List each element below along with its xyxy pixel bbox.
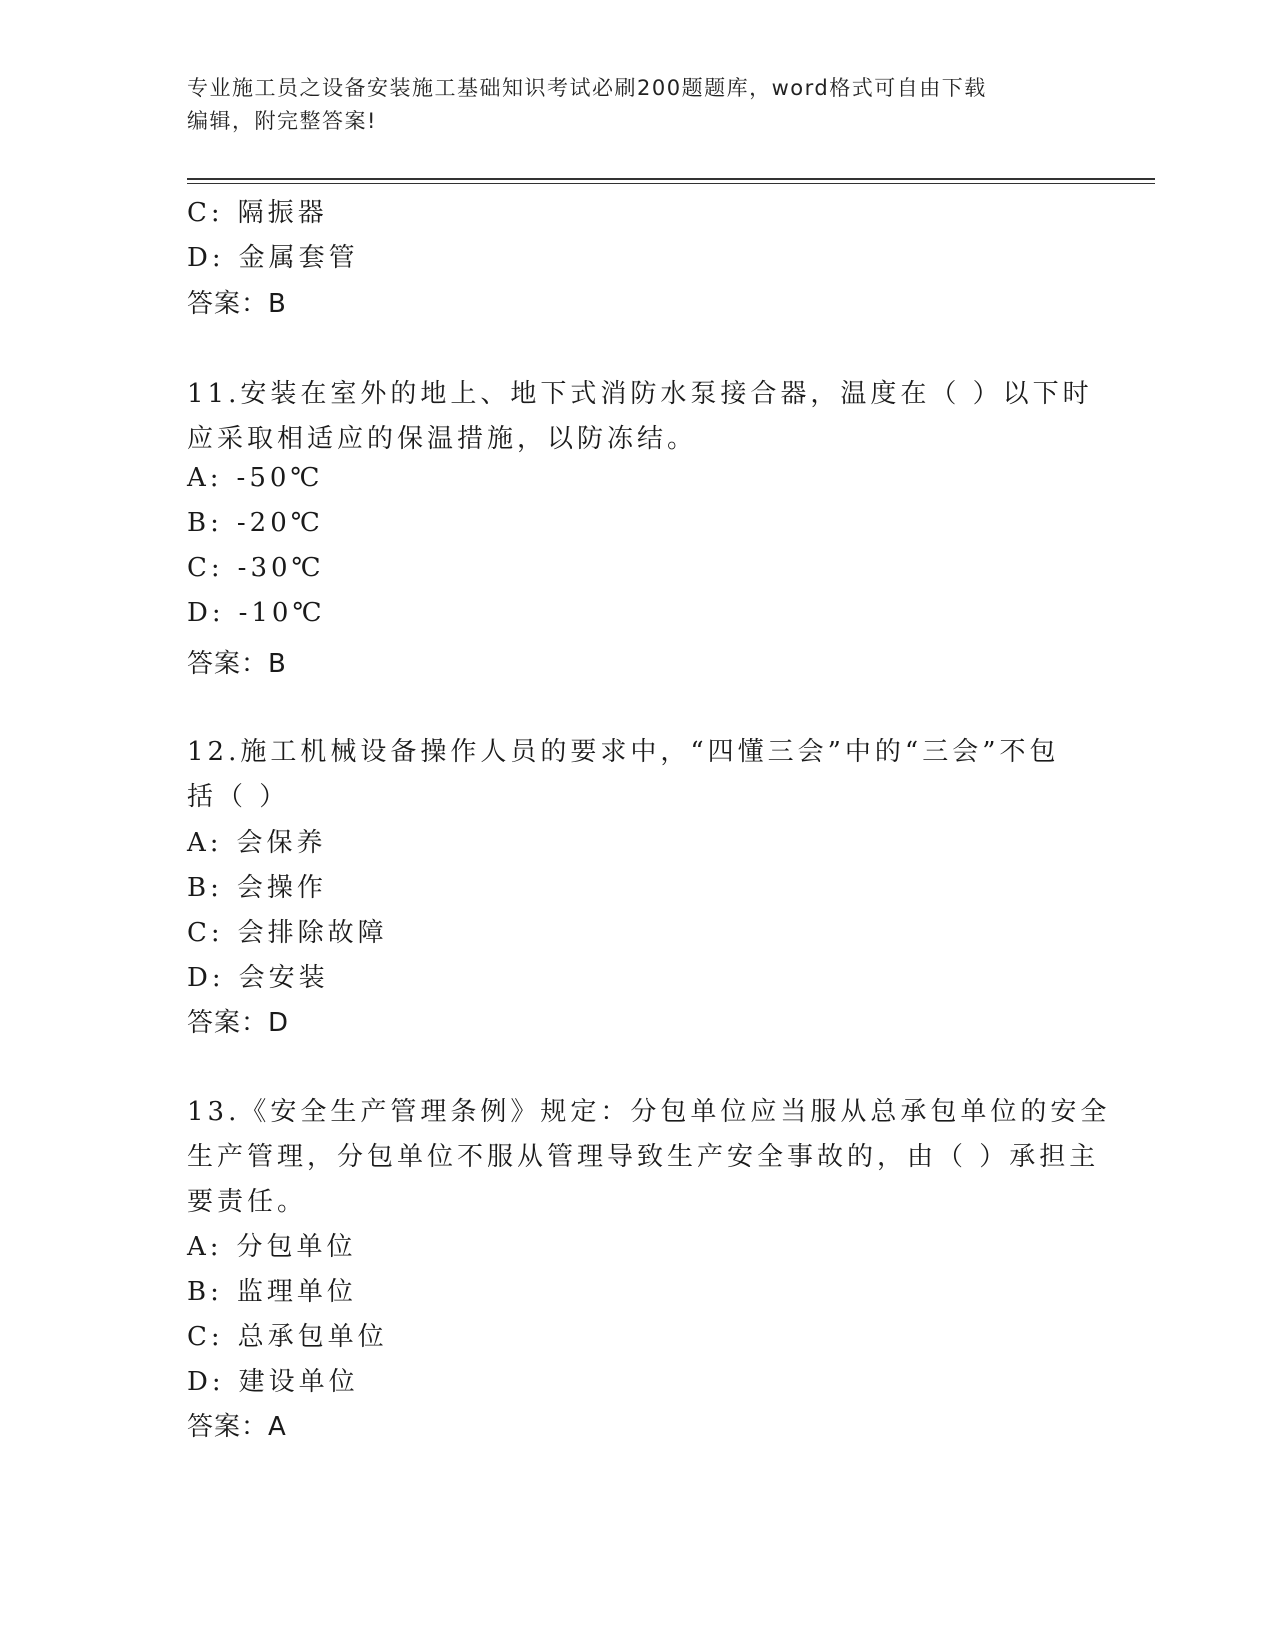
option-d: D: 建设单位 xyxy=(187,1367,359,1397)
answer: 答案：B xyxy=(187,289,287,319)
document-header xyxy=(187,72,1087,138)
option-a: A: 分包单位 xyxy=(187,1232,357,1262)
question-text: 生产管理，分包单位不服从管理导致生产安全事故的，由（ ）承担主 xyxy=(187,1142,1100,1172)
header-line: 专业施工员之设备安装施工基础知识考试必刷200题题库，word格式可自由下载 xyxy=(187,76,987,100)
option-b: B: -20℃ xyxy=(187,508,324,538)
option-b: B: 监理单位 xyxy=(187,1277,357,1307)
answer: 答案：D xyxy=(187,1008,290,1038)
question-text: 应采取相适应的保温措施，以防冻结。 xyxy=(187,424,698,454)
option-d: D: 金属套管 xyxy=(187,243,359,273)
answer: 答案：A xyxy=(187,1412,287,1442)
option-a: A: -50℃ xyxy=(187,463,324,493)
header-divider xyxy=(187,183,1155,184)
option-c: C: 隔振器 xyxy=(187,198,328,228)
option-d: D: 会安装 xyxy=(187,963,329,993)
option-b: B: 会操作 xyxy=(187,873,327,903)
header-line: 编辑，附完整答案! xyxy=(187,109,377,133)
option-c: C: 总承包单位 xyxy=(187,1322,388,1352)
question-text: 括（ ） xyxy=(187,782,290,812)
question-text: 12.施工机械设备操作人员的要求中，“四懂三会”中的“三会”不包 xyxy=(187,737,1060,767)
option-c: C: 会排除故障 xyxy=(187,918,388,948)
option-d: D: -10℃ xyxy=(187,598,326,628)
option-c: C: -30℃ xyxy=(187,553,325,583)
answer: 答案：B xyxy=(187,649,287,679)
question-text: 11.安装在室外的地上、地下式消防水泵接合器，温度在（ ）以下时 xyxy=(187,379,1093,409)
question-text: 13.《安全生产管理条例》规定：分包单位应当服从总承包单位的安全 xyxy=(187,1097,1111,1127)
question-text: 要责任。 xyxy=(187,1187,308,1217)
option-a: A: 会保养 xyxy=(187,828,327,858)
header-divider xyxy=(187,178,1155,180)
